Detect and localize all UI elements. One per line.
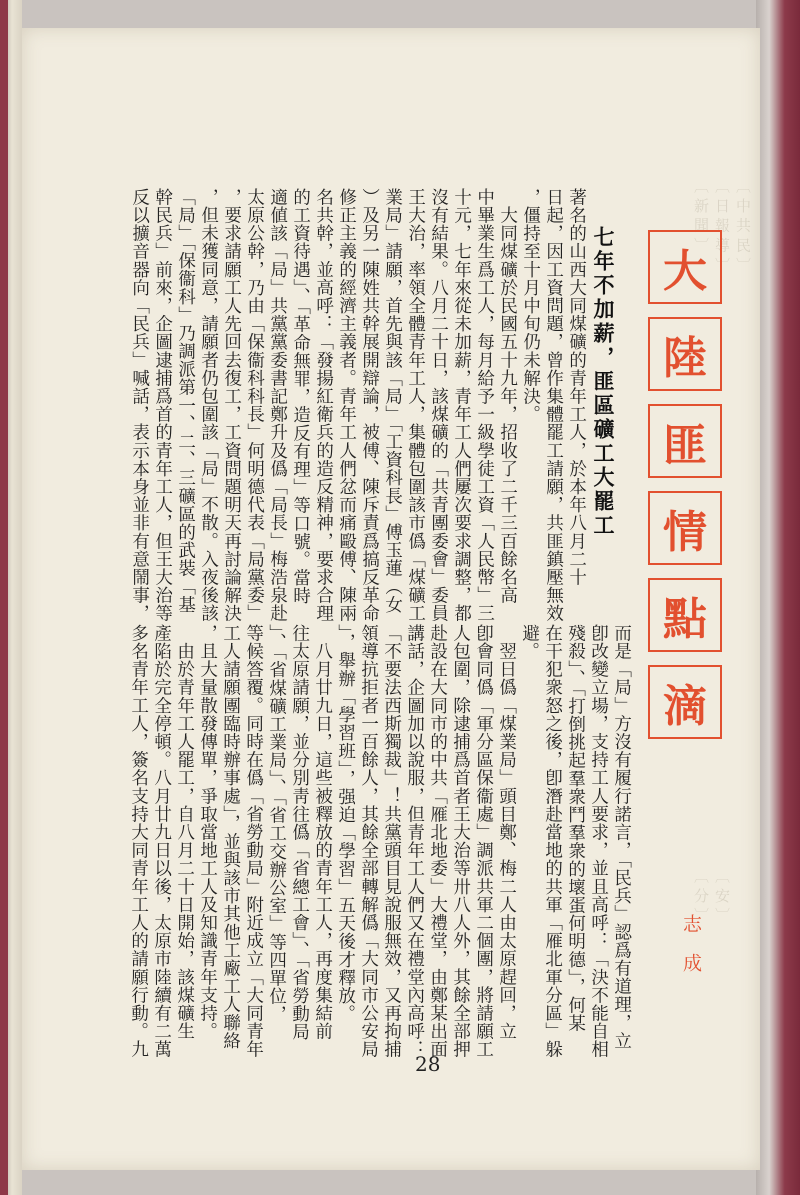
body-column: ，但未獲同意，請願者仍包圍該「局」不散。入夜後該 <box>198 188 219 623</box>
body-column: 而是「局」方沒有履行諾言，「民兵」認爲有道理，立 <box>611 624 632 1050</box>
body-column: 殘殺」、「打倒挑起羣衆鬥羣衆的壞蛋何明德」，何某 <box>565 624 586 1033</box>
header-char-6: 滴 <box>648 665 722 739</box>
body-column: ）及另一陳姓共幹展開辯論，被傅、陳斥責爲搞反革命 <box>359 188 380 623</box>
body-column: 在干犯衆怒之後，卽潛赴當地的共軍「雁北軍分區」躲 <box>542 624 563 1059</box>
header-char-4: 情 <box>648 491 722 565</box>
body-column: 著名的山西大同煤礦的青年工人，於本年八月二十 <box>566 188 587 587</box>
body-column: 卽改變立場，支持工人要求，並且高呼：「決不能自相 <box>588 624 609 1059</box>
book-binding <box>756 0 800 1195</box>
body-column: 「不要法西斯獨裁」！共黨頭目見說服無效，又再拘捕 <box>381 624 402 1059</box>
body-column: ，僵持至十月中旬仍未解決。 <box>520 188 541 424</box>
body-column: 卽會同僞「軍分區保衞處」調派共軍二個團，將請願工 <box>473 624 494 1059</box>
left-cover-edge <box>0 0 8 1195</box>
body-column: 王大治，率領全體青年工人，集體包圍該市僞「煤礦工 <box>405 188 426 623</box>
body-column: 工人請願團臨時辦事處」，並與該市其他工廠工人聯絡 <box>220 624 241 1050</box>
body-column: 「局」「保衞科」乃調派第一、二、三礦區的武裝「基 <box>175 188 196 614</box>
body-column: 適値該「局」共黨黨委書記鄭升及僞「局長」梅浩泉赴 <box>267 188 288 623</box>
page-number: 28 <box>415 1052 441 1076</box>
body-column: 由於青年工人罷工，自八月二十日開始，該煤礦生 <box>174 624 195 1041</box>
body-column: 八月廿九日，這些被釋放的青年工人，再度集結前 <box>312 624 333 1041</box>
body-column: 十元，七年來從未加薪，青年工人們屢次要求調整，都 <box>451 188 472 623</box>
body-column: 中畢業生爲工人，每月給予一級學徒工資「人民幣」三 <box>474 188 495 623</box>
body-column: 日起，因工資問題，曾作集體罷工請願，共匪鎮壓無效 <box>543 188 564 623</box>
body-column: 的工資待遇」、「革命無罪，造反有理」等口號。當時 <box>290 188 311 605</box>
body-column: 往太原請願，並分別靑往僞「省總工會」、「省勞動局 <box>289 624 310 1041</box>
bleed-through-text: 〔 中 共 民 〕 〔 日 報 導 〕 〔 新 聞 〕 <box>692 178 752 273</box>
body-column: 」，舉辦「學習班」，强迫「學習」五天後才釋放。 <box>335 624 356 1023</box>
header-char-3: 匪 <box>648 404 722 478</box>
body-column: ，要求請願工人先回去復工，工資問題明天再討論解決 <box>221 188 242 623</box>
body-column: 沒有結果。八月二十日，該煤礦的「共青團委會」委員 <box>428 188 449 623</box>
article-title: 七年不加薪，匪區礦工大罷工 <box>591 226 616 538</box>
header-char-5: 點 <box>648 578 722 652</box>
body-column: 反以擴音器向「民兵」喊話，表示本身並非有意鬧事， <box>129 188 150 623</box>
body-column: 業局」請願，首先與該「局」「工資科長」傅玉蓮（女 <box>382 188 403 614</box>
body-column: 講話，企圖加以說服，但青年工人們又在禮堂內高呼： <box>404 624 425 1059</box>
page <box>22 28 760 1170</box>
body-column: 」、「省煤礦工業局」、「省工交辦公室」等四單位， <box>266 624 287 1024</box>
body-column: 多名青年工人，簽名支持大同青年工人的請願行動。九 <box>128 624 149 1059</box>
body-column: 修正主義的經濟主義者。青年工人們忿而痛毆傅、陳兩 <box>336 188 357 623</box>
bleed-through-text-lower: 〔 安 〕 〔 分 〕 <box>692 868 731 923</box>
body-column: 避。 <box>519 624 540 661</box>
author-signature: 志成 <box>680 914 702 992</box>
header-char-1: 大 <box>648 230 722 304</box>
body-column: 等候答覆。同時在僞「省勞動局」附近成立「大同青年 <box>243 624 264 1059</box>
body-column: 大同煤礦於民國五十九年，招收了二千三百餘名高 <box>497 188 518 605</box>
body-column: 太原公幹，乃由「保衞科科長」何明德代表「局黨委」 <box>244 188 265 623</box>
body-column: 名共幹，並高呼：「發揚紅衛兵的造反精神，要求合理 <box>313 188 334 623</box>
body-column: 赴設在大同市的中共「雁北地委」大禮堂，由鄭某出面 <box>427 624 448 1059</box>
body-column: ，且大量散發傳單，爭取當地工人及知識青年支持。 <box>197 624 218 1041</box>
body-column: 翌日僞「煤業局」頭目鄭、梅二人由太原趕回，立 <box>496 624 517 1041</box>
header-char-2: 陸 <box>648 317 722 391</box>
body-column: 人包圍，除逮捕爲首者王大治等卅八人外，其餘全部押 <box>450 624 471 1059</box>
body-column: 領導抗拒者一百餘人，其餘全部轉解僞「大同市公安局 <box>358 624 379 1059</box>
body-column: 產陷於完全停頓。八月廿九日以後，太原市陸續有二萬 <box>151 624 172 1059</box>
body-column: 幹民兵」前來，企圖逮捕爲首的青年工人，但王大治等 <box>152 188 173 623</box>
